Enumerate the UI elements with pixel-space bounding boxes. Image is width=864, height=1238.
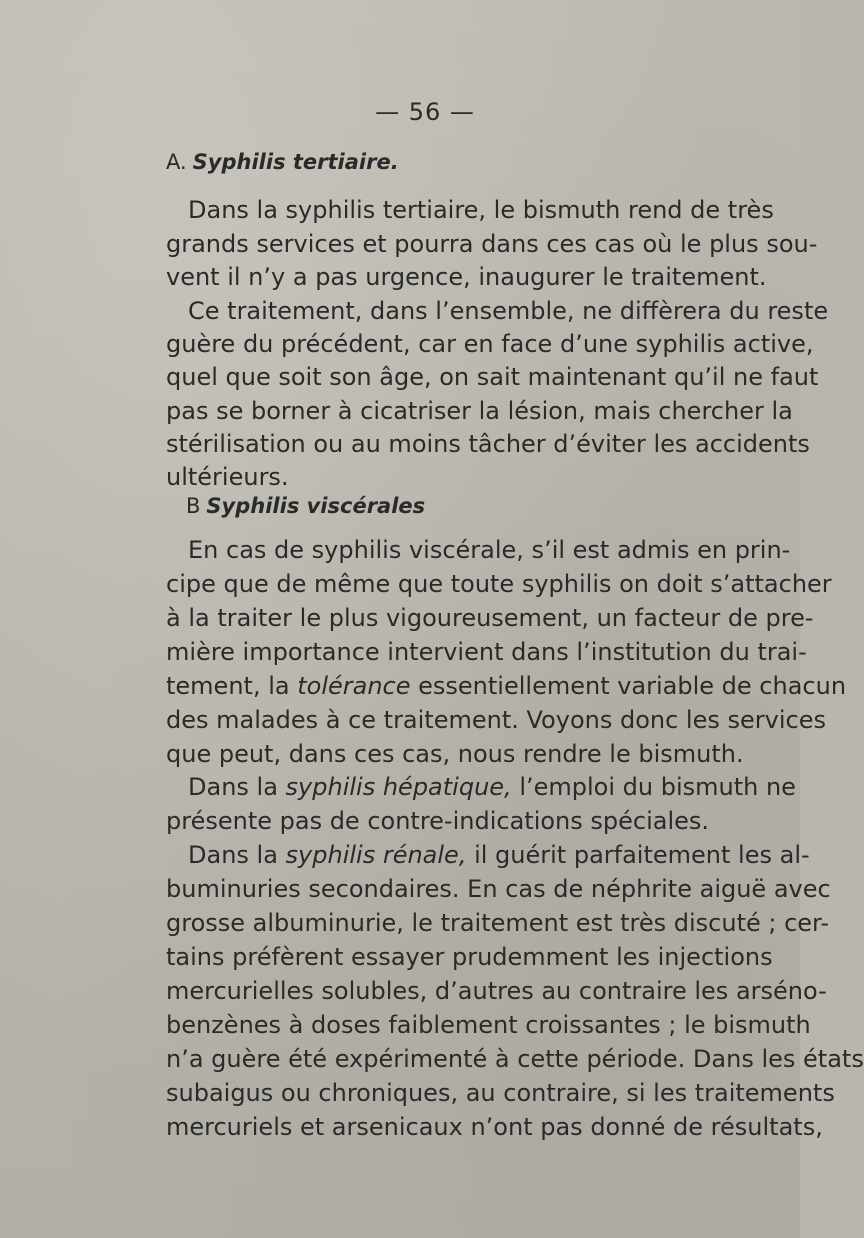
paragraph-a2-line-3: quel que soit son âge, on sait maintenant qu’il ne faut (166, 363, 819, 391)
paragraph-b2-pre: Dans la (188, 773, 278, 801)
paragraph-a2-line-4: pas se borner à cicatriser la lésion, mais chercher la (166, 397, 793, 425)
paragraph-b1-line-1: En cas de syphilis viscérale, s’il est admis en prin- (188, 536, 791, 564)
paragraph-b2-line-2: présente pas de contre-indications spéciales. (166, 807, 710, 835)
paragraph-b3-pre: Dans la (188, 841, 278, 869)
hepatic-emphasis: syphilis hépatique, (285, 773, 512, 801)
tolerance-emphasis: tolérance (297, 672, 411, 700)
paragraph-b1-line-5-post: essentiellement variable de chacun (418, 672, 847, 700)
paragraph-b2-line-1 (188, 772, 796, 802)
section-a-letter: A. (166, 150, 187, 174)
paragraph-b1-line-6: des malades à ce traitement. Voyons donc les services (166, 706, 826, 734)
paragraph-a2-line-5: stérilisation ou au moins tâcher d’éviter les accidents (166, 430, 810, 458)
section-b-title: Syphilis viscérales (206, 494, 426, 518)
paragraph-b3-line-6: benzènes à doses faiblement croissantes ; le bismuth (166, 1011, 811, 1039)
paragraph-a2-line-1: Ce traitement, dans l’ensemble, ne diffèrera du reste (188, 297, 829, 325)
paragraph-b1-line-5-pre: tement, la (166, 672, 290, 700)
paragraph-b1-line-7: que peut, dans ces cas, nous rendre le bismuth. (166, 740, 744, 768)
paragraph-b3-line-4: tains préfèrent essayer prudemment les injections (166, 943, 773, 971)
paragraph-a1-line-1: Dans la syphilis tertiaire, le bismuth rend de très (188, 196, 774, 224)
paragraph-a1-line-2: grands services et pourra dans ces cas où le plus sou- (166, 230, 818, 258)
paragraph-b1-line-5 (166, 671, 847, 701)
paragraph-b1-line-2: cipe que de même que toute syphilis on doit s’attacher (166, 570, 832, 598)
paragraph-b3-line-5: mercurielles solubles, d’autres au contraire les arséno- (166, 977, 827, 1005)
page-number: — 56 — (375, 98, 475, 126)
paragraph-b3-line-2: buminuries secondaires. En cas de néphrite aiguë avec (166, 875, 831, 903)
paragraph-b3-line-1 (188, 840, 810, 870)
paragraph-b2-post: l’emploi du bismuth ne (519, 773, 796, 801)
renal-emphasis: syphilis rénale, (285, 841, 467, 869)
paragraph-b3-line-3: grosse albuminurie, le traitement est très discuté ; cer- (166, 909, 830, 937)
paragraph-b3-line-9: mercuriels et arsenicaux n’ont pas donné de résultats, (166, 1113, 823, 1141)
section-b-heading (186, 494, 425, 518)
paragraph-b1-line-3: à la traiter le plus vigoureusement, un facteur de pre- (166, 604, 814, 632)
paragraph-b3-line-8: subaigus ou chroniques, au contraire, si les traitements (166, 1079, 835, 1107)
paragraph-b1-line-4: mière importance intervient dans l’institution du trai- (166, 638, 807, 666)
paragraph-b3-post: il guérit parfaitement les al- (474, 841, 810, 869)
section-a-title: Syphilis tertiaire. (192, 150, 399, 174)
paragraph-a1-line-3: vent il n’y a pas urgence, inaugurer le traitement. (166, 263, 767, 291)
paragraph-a2-line-6: ultérieurs. (166, 463, 289, 491)
paragraph-b3-line-7: n’a guère été expérimenté à cette période. Dans les états (166, 1045, 864, 1073)
section-a-heading (166, 150, 399, 174)
paragraph-a2-line-2: guère du précédent, car en face d’une syphilis active, (166, 330, 814, 358)
section-b-letter: B (186, 494, 201, 518)
